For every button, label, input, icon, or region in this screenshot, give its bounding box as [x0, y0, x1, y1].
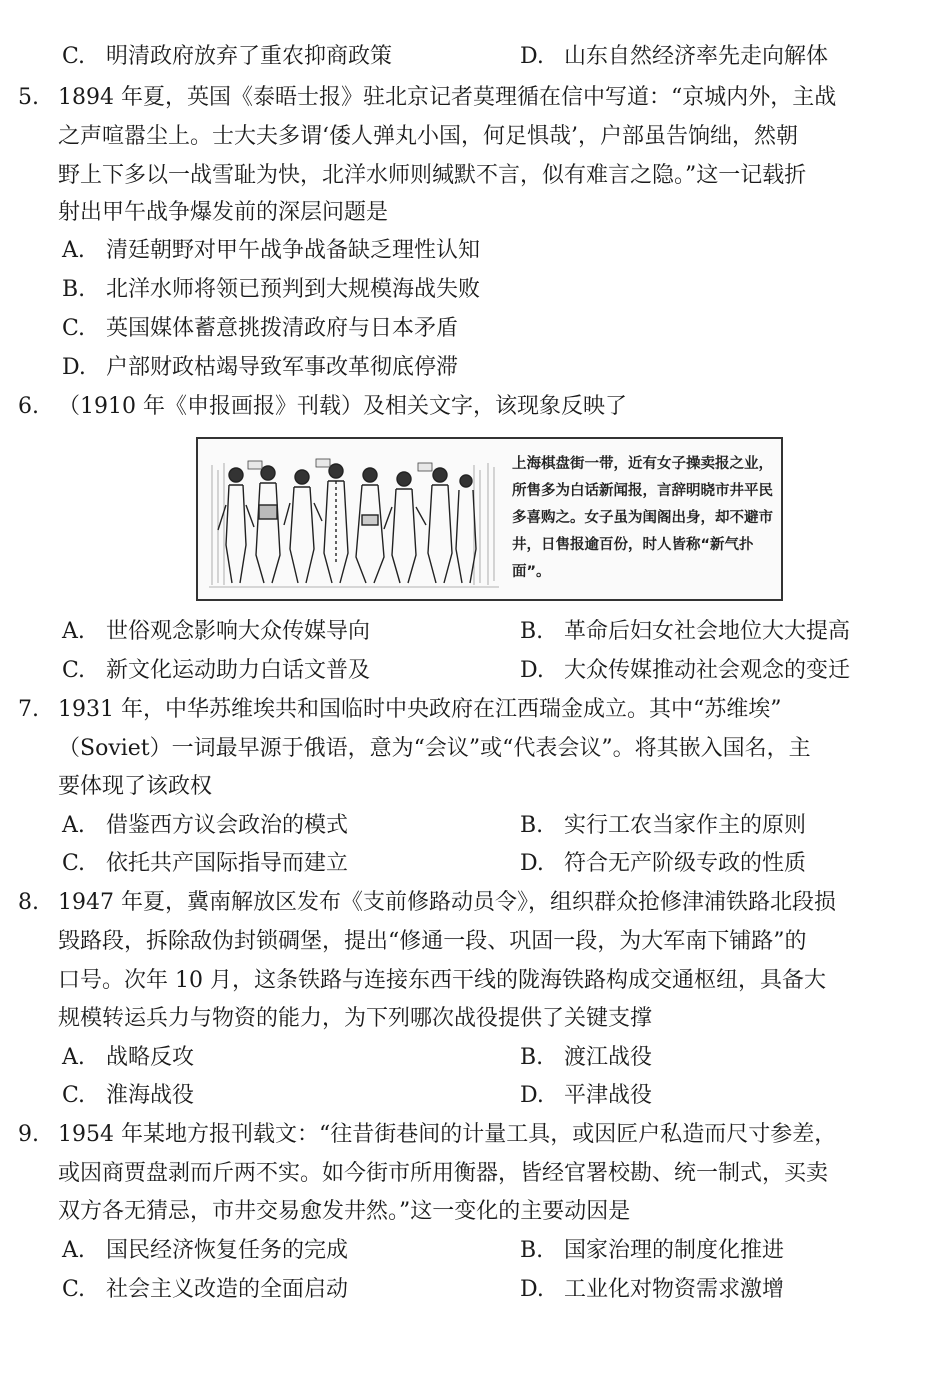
option-label: C. — [62, 44, 86, 69]
option-label: C. — [62, 658, 86, 683]
q6-option-d — [520, 656, 850, 686]
q6-option-a — [62, 617, 370, 647]
question-number: 9. — [18, 1122, 39, 1147]
option-label: D. — [62, 355, 86, 380]
option-text: 借鉴西方议会政治的模式 — [106, 813, 349, 838]
q8-stem-line-2: 毁路段，拆除敌伪封锁碉堡，提出“修通一段、巩固一段，为大军南下铺路”的 — [58, 929, 807, 954]
option-text: 山东自然经济率先走向解体 — [564, 44, 829, 69]
option-text: 国民经济恢复任务的完成 — [106, 1238, 349, 1263]
q7-stem-line-1 — [18, 695, 781, 725]
figure-caption: 上海棋盘街一带，近有女子操卖报之业，所售多为白话新闻报，言辞明晓市井平民多喜购之。女子虽为闺阁出身，却不避市井，日售报逾百份，时人皆称“新气扑面”。 — [512, 456, 773, 580]
option-label: B. — [520, 619, 544, 644]
stem-text: （1910 年《申报画报》刊载）及相关文字，该现象反映了 — [58, 394, 627, 419]
option-text: 清廷朝野对甲午战争战备缺乏理性认知 — [106, 238, 481, 263]
q5-option-a — [62, 236, 480, 266]
option-label: A. — [62, 1045, 85, 1070]
stem-text: 1931 年，中华苏维埃共和国临时中央政府在江西瑞金成立。其中“苏维埃” — [58, 697, 782, 722]
option-text: 世俗观念影响大众传媒导向 — [106, 619, 371, 644]
question-number: 7. — [18, 697, 39, 722]
q9-option-a — [62, 1236, 348, 1266]
option-text: 符合无产阶级专政的性质 — [564, 851, 807, 876]
q5-stem-line-2: 之声喧嚣尘上。士大夫多谓‘倭人弹丸小国，何足惧哉’，户部虽告饷绌，然朝 — [58, 124, 798, 149]
option-label: D. — [520, 658, 544, 683]
option-label: A. — [62, 813, 85, 838]
q9-option-b — [520, 1236, 784, 1266]
q6-option-c — [62, 656, 370, 686]
option-text: 平津战役 — [564, 1083, 653, 1108]
q9-option-d — [520, 1275, 784, 1305]
q7-option-d — [520, 849, 806, 879]
q5-stem-line-3: 野上下多以一战雪耻为快，北洋水师则缄默不言，似有难言之隐。”这一记载折 — [58, 163, 807, 188]
q5-stem-line-4: 射出甲午战争爆发前的深层问题是 — [58, 200, 389, 225]
option-text: 战略反攻 — [106, 1045, 195, 1070]
option-label: D. — [520, 44, 544, 69]
option-text: 淮海战役 — [106, 1083, 195, 1108]
q8-stem-line-1 — [18, 888, 836, 918]
newspaper-sellers-illustration — [204, 445, 504, 593]
option-label: A. — [62, 619, 85, 644]
question-number: 6. — [18, 394, 39, 419]
q6-option-b — [520, 617, 850, 647]
q8-stem-line-3: 口号。次年 10 月，这条铁路与连接东西干线的陇海铁路构成交通枢纽，具备大 — [58, 968, 826, 993]
option-label: D. — [520, 1277, 544, 1302]
option-text: 实行工农当家作主的原则 — [564, 813, 807, 838]
option-label: D. — [520, 1083, 544, 1108]
option-text: 北洋水师将领已预判到大规模海战失败 — [106, 277, 481, 302]
option-label: A. — [62, 1238, 85, 1263]
option-label: C. — [62, 1277, 86, 1302]
option-label: B. — [520, 1238, 544, 1263]
option-text: 工业化对物资需求激增 — [564, 1277, 785, 1302]
stem-text: 1947 年夏，冀南解放区发布《支前修路动员令》，组织群众抢修津浦铁路北段损 — [58, 890, 836, 915]
q5-stem-line-1 — [18, 83, 836, 113]
option-text: 社会主义改造的全面启动 — [106, 1277, 349, 1302]
q9-stem-line-3: 双方各无猜忌，市井交易愈发井然。”这一变化的主要动因是 — [58, 1199, 631, 1224]
option-text: 户部财政枯竭导致军事改革彻底停滞 — [106, 355, 459, 380]
option-label: D. — [520, 851, 544, 876]
option-text: 新文化运动助力白话文普及 — [106, 658, 371, 683]
option-text: 依托共产国际指导而建立 — [106, 851, 349, 876]
option-label: B. — [520, 1045, 544, 1070]
option-label: C. — [62, 1083, 86, 1108]
q8-option-d — [520, 1081, 652, 1111]
q8-stem-line-4: 规模转运兵力与物资的能力，为下列哪次战役提供了关键支撑 — [58, 1006, 653, 1031]
option-text: 明清政府放弃了重农抑商政策 — [106, 44, 393, 69]
question-number: 8. — [18, 890, 39, 915]
q7-option-c — [62, 849, 348, 879]
option-text: 国家治理的制度化推进 — [564, 1238, 785, 1263]
option-label: A. — [62, 238, 85, 263]
q6-stem — [18, 392, 627, 422]
option-label: B. — [520, 813, 544, 838]
q7-stem-line-3: 要体现了该政权 — [58, 774, 213, 799]
q5-option-d — [62, 353, 458, 383]
newspaper-figure — [196, 437, 783, 601]
q8-option-c — [62, 1081, 194, 1111]
q9-stem-line-2: 或因商贾盘剥而斤两不实。如今街市所用衡器，皆经官署校勘、统一制式，买卖 — [58, 1161, 829, 1186]
question-number: 5. — [18, 85, 39, 110]
q7-option-a — [62, 811, 348, 841]
option-label: B. — [62, 277, 86, 302]
stem-text: 1894 年夏，英国《泰晤士报》驻北京记者莫理循在信中写道：“京城内外，主战 — [58, 85, 837, 110]
q5-option-b — [62, 275, 480, 305]
q4-option-d — [520, 42, 828, 72]
option-label: C. — [62, 316, 86, 341]
q9-stem-line-1 — [18, 1120, 836, 1150]
q8-option-b — [520, 1043, 652, 1073]
q5-option-c — [62, 314, 458, 344]
q9-option-c — [62, 1275, 348, 1305]
q7-option-b — [520, 811, 806, 841]
option-label: C. — [62, 851, 86, 876]
option-text: 大众传媒推动社会观念的变迁 — [564, 658, 851, 683]
option-text: 渡江战役 — [564, 1045, 653, 1070]
option-text: 革命后妇女社会地位大大提高 — [564, 619, 851, 644]
q8-option-a — [62, 1043, 194, 1073]
option-text: 英国媒体蓄意挑拨清政府与日本矛盾 — [106, 316, 459, 341]
stem-text: 1954 年某地方报刊载文：“往昔街巷间的计量工具，或因匠户私造而尺寸参差， — [58, 1122, 837, 1147]
q4-option-c — [62, 42, 392, 72]
q7-stem-line-2: （Soviet）一词最早源于俄语，意为“会议”或“代表会议”。将其嵌入国名，主 — [58, 736, 811, 761]
